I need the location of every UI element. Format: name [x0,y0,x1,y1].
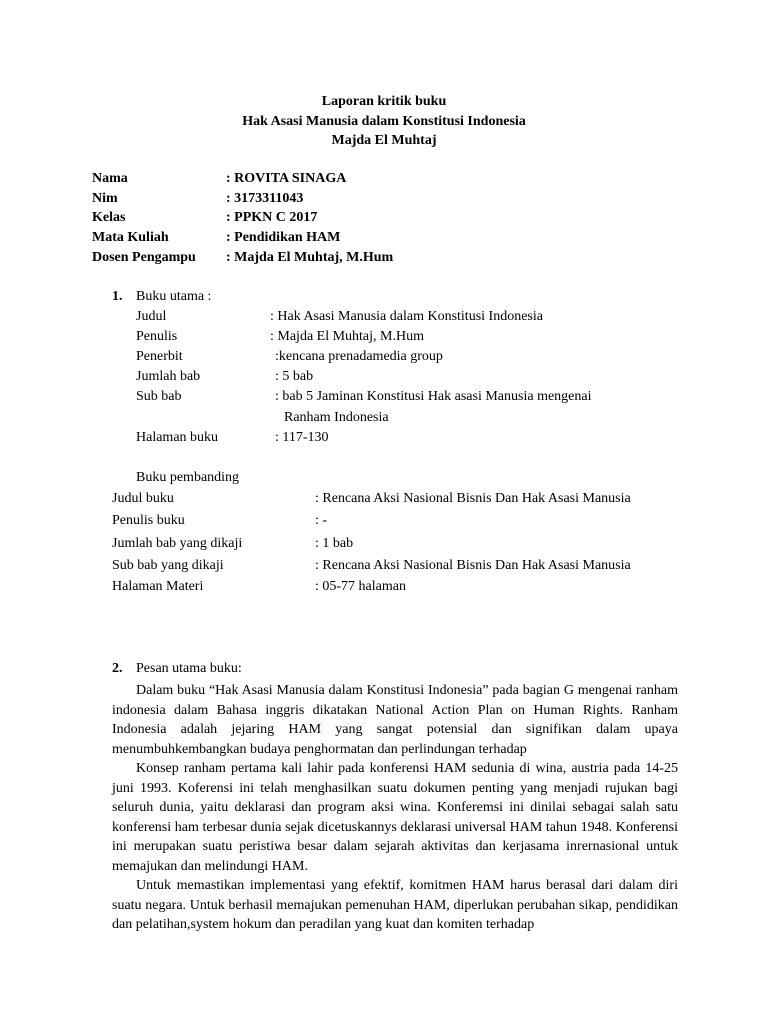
paragraph: Untuk memastikan implementasi yang efektif, komitmen HAM harus berasal dari dalam diri suatu negara. Untuk berhasil memajukan pemenuhan HAM, diperlukan perubahan sikap, pendidikan dan pelatihan,system hokum dan peradilan yang kuat dan komiten terhadap [112,878,678,932]
identity-label: Kelas [92,210,126,225]
identity-value: : PPKN C 2017 [226,210,318,225]
book-title: Hak Asasi Manusia dalam Konstitusi Indonesia [242,114,526,129]
book-author: Majda El Muhtaj [331,133,437,148]
identity-label: Nim [92,191,118,206]
compare-book-heading: Buku pembanding [136,470,240,485]
main-book-label: Sub bab [136,389,182,404]
main-book-label: Judul [136,309,167,324]
section-2-number: 2. [112,661,123,676]
paragraph: Dalam buku “Hak Asasi Manusia dalam Konstitusi Indonesia” pada bagian G mengenai ranham indonesia dalam Bahasa inggris dikatakan National Action Plan on Human Rights. Ranham Indonesia adalah jejaring HAM yang sangat potensial dan signifikan dalam upaya menumbuhkembangkan budaya penghormatan dan perlindungan terhadap [112,683,678,757]
main-book-value: :kencana prenadamedia group [275,349,443,364]
main-book-value: : bab 5 Jaminan Konstitusi Hak asasi Manusia mengenai [275,389,592,404]
identity-label: Nama [92,171,128,186]
identity-label: Dosen Pengampu [92,250,196,265]
main-book-subbab-continued: Ranham Indonesia [284,410,389,425]
main-book-value: : 5 bab [275,369,314,384]
compare-book-value: : 05-77 halaman [315,579,406,594]
identity-value: : Majda El Muhtaj, M.Hum [226,250,394,265]
main-book-label: Penulis [136,329,178,344]
compare-book-label: Judul buku [112,491,174,506]
compare-book-value: : 1 bab [315,536,354,551]
compare-book-value: : Rencana Aksi Nasional Bisnis Dan Hak Asasi Manusia [315,558,631,573]
identity-label: Mata Kuliah [92,230,169,245]
compare-book-label: Sub bab yang dikaji [112,558,224,573]
compare-book-label: Penulis buku [112,513,185,528]
compare-book-label: Jumlah bab yang dikaji [112,536,243,551]
section-1-number: 1. [112,289,123,304]
main-book-label: Halaman buku [136,430,219,445]
section-2-title: Pesan utama buku: [136,661,242,676]
main-book-value: : Hak Asasi Manusia dalam Konstitusi Indonesia [270,309,543,324]
identity-value: : 3173311043 [226,191,304,206]
compare-book-value: : Rencana Aksi Nasional Bisnis Dan Hak Asasi Manusia [315,491,631,506]
report-title: Laporan kritik buku [321,94,447,109]
section-2-body [112,681,678,935]
identity-value: : Pendidikan HAM [226,230,341,245]
main-book-label: Jumlah bab [136,369,201,384]
section-1-title: Buku utama : [136,289,212,304]
paragraph: Konsep ranham pertama kali lahir pada konferensi HAM sedunia di wina, austria pada 14-25 juni 1993. Koferensi ini telah menghasilkan suatu dokumen penting yang menjadi rujukan bagi seluruh dunia, yaitu deklarasi dan program aksi wina. Konferemsi ini dinilai sebagai salah satu konferensi ham terbesar dunia sejak dicetuskannys deklarasi universal HAM tahun 1948. Konferensi ini merupakan suatu peristiwa besar dalam sejarah aktivitas dan kerjasama inrernasional untuk memajukan dan melindungi HAM. [112,761,678,874]
identity-value: : ROVITA SINAGA [226,171,347,186]
main-book-value: : 117-130 [275,430,329,445]
main-book-label: Penerbit [136,349,183,364]
compare-book-value: : - [315,513,328,528]
compare-book-label: Halaman Materi [112,579,204,594]
main-book-value: : Majda El Muhtaj, M.Hum [270,329,424,344]
